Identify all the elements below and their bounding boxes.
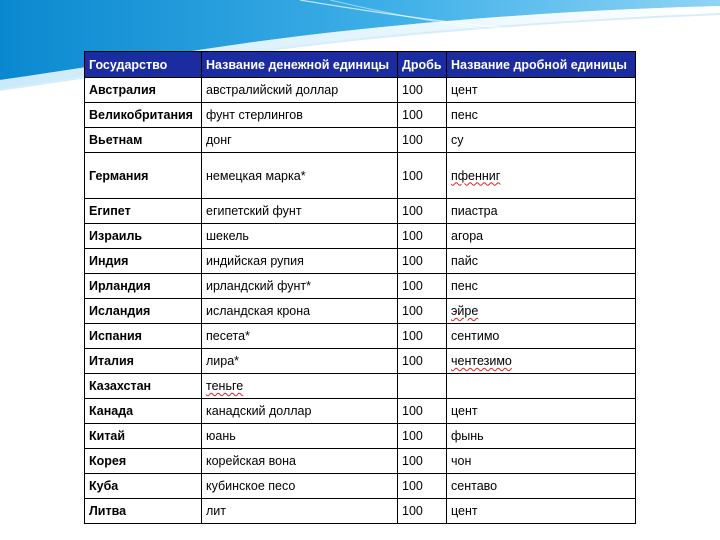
table-row	[85, 103, 636, 128]
cell-fraction-text: 100	[402, 429, 423, 443]
table-row	[85, 424, 636, 449]
cell-country	[85, 199, 202, 224]
cell-fraction	[398, 199, 447, 224]
cell-fraction	[398, 449, 447, 474]
cell-subunit	[447, 449, 636, 474]
header-country: Государство	[85, 52, 202, 78]
cell-subunit	[447, 399, 636, 424]
cell-currency	[202, 424, 398, 449]
cell-fraction-text: 100	[402, 504, 423, 518]
table-row	[85, 128, 636, 153]
currency-table	[84, 51, 636, 524]
cell-subunit-text: чентезимо	[451, 354, 512, 368]
cell-subunit	[447, 249, 636, 274]
cell-currency-text: лит	[206, 504, 227, 518]
cell-country	[85, 474, 202, 499]
cell-country	[85, 324, 202, 349]
cell-fraction-text: 100	[402, 229, 423, 243]
cell-fraction-text: 100	[402, 304, 423, 318]
cell-currency-text: немецкая марка*	[206, 168, 306, 183]
cell-fraction	[398, 324, 447, 349]
cell-country-text: Канада	[89, 404, 134, 418]
cell-currency	[202, 153, 398, 199]
cell-fraction-text: 100	[402, 133, 423, 147]
cell-currency-text: лира*	[206, 354, 240, 368]
cell-subunit	[447, 199, 636, 224]
cell-fraction-text: 100	[402, 254, 423, 268]
cell-subunit	[447, 224, 636, 249]
cell-subunit-text: цент	[451, 504, 478, 518]
cell-country-text: Исландия	[89, 304, 151, 318]
cell-subunit	[447, 299, 636, 324]
cell-currency-text: индийская рупия	[206, 254, 304, 268]
cell-subunit-text: сентимо	[451, 329, 500, 343]
table-row	[85, 399, 636, 424]
currency-table-container	[84, 51, 635, 524]
cell-country	[85, 449, 202, 474]
cell-fraction	[398, 399, 447, 424]
cell-subunit	[447, 274, 636, 299]
cell-subunit-text: пенс	[451, 279, 478, 293]
cell-country-text: Великобритания	[89, 108, 193, 122]
cell-currency-text: австралийский доллар	[206, 83, 339, 97]
cell-currency-text: ирландский фунт*	[206, 279, 311, 293]
table-row	[85, 199, 636, 224]
cell-fraction	[398, 299, 447, 324]
cell-currency	[202, 103, 398, 128]
cell-country	[85, 103, 202, 128]
table-row	[85, 349, 636, 374]
cell-fraction	[398, 499, 447, 524]
cell-subunit-text: цент	[451, 404, 478, 418]
table-row	[85, 224, 636, 249]
cell-country-text: Ирландия	[89, 279, 151, 293]
cell-currency	[202, 249, 398, 274]
cell-currency	[202, 374, 398, 399]
cell-country	[85, 299, 202, 324]
cell-currency-text: исландская крона	[206, 304, 311, 318]
cell-subunit	[447, 103, 636, 128]
cell-country-text: Корея	[89, 454, 127, 468]
table-row	[85, 449, 636, 474]
cell-country-text: Египет	[89, 204, 131, 218]
cell-subunit	[447, 499, 636, 524]
cell-currency	[202, 324, 398, 349]
cell-subunit-text: эйре	[451, 304, 479, 318]
cell-subunit	[447, 128, 636, 153]
cell-fraction	[398, 424, 447, 449]
cell-currency-text: египетский фунт	[206, 204, 302, 218]
cell-fraction-text: 100	[402, 204, 423, 218]
cell-country	[85, 349, 202, 374]
table-row	[85, 274, 636, 299]
cell-fraction-text: 100	[402, 329, 423, 343]
cell-fraction	[398, 224, 447, 249]
header-fraction: Дробь	[398, 52, 447, 78]
cell-fraction-text: 100	[402, 168, 423, 183]
cell-currency-text: донг	[206, 133, 232, 147]
cell-currency	[202, 399, 398, 424]
cell-country-text: Китай	[89, 429, 126, 443]
cell-currency	[202, 274, 398, 299]
cell-country	[85, 274, 202, 299]
table-row	[85, 374, 636, 399]
cell-country-text: Казахстан	[89, 379, 152, 393]
cell-country-text: Индия	[89, 254, 129, 268]
cell-fraction	[398, 474, 447, 499]
cell-subunit-text: фынь	[451, 429, 484, 443]
cell-country	[85, 374, 202, 399]
cell-subunit	[447, 349, 636, 374]
cell-fraction-text: 100	[402, 354, 423, 368]
cell-subunit-text: цент	[451, 83, 478, 97]
cell-country-text: Италия	[89, 354, 134, 368]
cell-country	[85, 224, 202, 249]
cell-currency-text: юань	[206, 429, 236, 443]
cell-subunit	[447, 78, 636, 103]
cell-fraction-text: 100	[402, 108, 423, 122]
cell-subunit-text: пенс	[451, 108, 478, 122]
table-row	[85, 78, 636, 103]
cell-country	[85, 249, 202, 274]
header-subunit: Название дробной единицы	[447, 52, 636, 78]
cell-currency	[202, 474, 398, 499]
cell-fraction	[398, 153, 447, 199]
cell-currency	[202, 449, 398, 474]
cell-currency-text: корейская вона	[206, 454, 296, 468]
table-row	[85, 324, 636, 349]
cell-subunit	[447, 474, 636, 499]
cell-country-text: Куба	[89, 479, 119, 493]
cell-subunit-text: сентаво	[451, 479, 498, 493]
cell-fraction-text: 100	[402, 404, 423, 418]
cell-currency-text: песета*	[206, 329, 250, 343]
cell-fraction	[398, 78, 447, 103]
cell-currency	[202, 199, 398, 224]
cell-country-text: Литва	[89, 504, 127, 518]
cell-fraction	[398, 374, 447, 399]
cell-currency-text: канадский доллар	[206, 404, 312, 418]
cell-fraction-text: 100	[402, 279, 423, 293]
cell-currency	[202, 128, 398, 153]
cell-country	[85, 424, 202, 449]
cell-fraction	[398, 128, 447, 153]
cell-currency	[202, 499, 398, 524]
cell-country-text: Австралия	[89, 83, 156, 97]
cell-fraction	[398, 249, 447, 274]
table-body	[85, 78, 636, 524]
cell-currency-text: фунт стерлингов	[206, 108, 303, 122]
cell-country-text: Израиль	[89, 229, 143, 243]
cell-subunit-text: су	[451, 133, 464, 147]
cell-currency	[202, 78, 398, 103]
cell-country-text: Германия	[89, 168, 149, 183]
cell-currency	[202, 299, 398, 324]
cell-fraction-text: 100	[402, 83, 423, 97]
cell-fraction-text: 100	[402, 479, 423, 493]
cell-subunit-text: пиастра	[451, 204, 498, 218]
cell-country-text: Испания	[89, 329, 142, 343]
cell-currency	[202, 224, 398, 249]
cell-fraction	[398, 274, 447, 299]
cell-country-text: Вьетнам	[89, 133, 143, 147]
cell-country	[85, 128, 202, 153]
cell-currency-text: теньге	[206, 379, 244, 393]
table-row	[85, 299, 636, 324]
table-row	[85, 474, 636, 499]
cell-currency-text: шекель	[206, 229, 249, 243]
cell-subunit-text: пайс	[451, 254, 478, 268]
cell-fraction	[398, 349, 447, 374]
cell-country	[85, 153, 202, 199]
cell-fraction-text: 100	[402, 454, 423, 468]
table-row	[85, 499, 636, 524]
header-currency: Название денежной единицы	[202, 52, 398, 78]
cell-subunit	[447, 424, 636, 449]
cell-subunit-text: чон	[451, 454, 472, 468]
cell-fraction	[398, 103, 447, 128]
cell-country	[85, 399, 202, 424]
cell-subunit-text: агора	[451, 229, 484, 243]
header-row	[85, 52, 636, 78]
cell-currency-text: кубинское песо	[206, 479, 296, 493]
cell-subunit-text: пфенниг	[451, 168, 501, 183]
cell-subunit	[447, 324, 636, 349]
cell-subunit	[447, 374, 636, 399]
cell-currency	[202, 349, 398, 374]
cell-country	[85, 499, 202, 524]
cell-subunit	[447, 153, 636, 199]
table-row	[85, 153, 636, 199]
table-row	[85, 249, 636, 274]
cell-country	[85, 78, 202, 103]
